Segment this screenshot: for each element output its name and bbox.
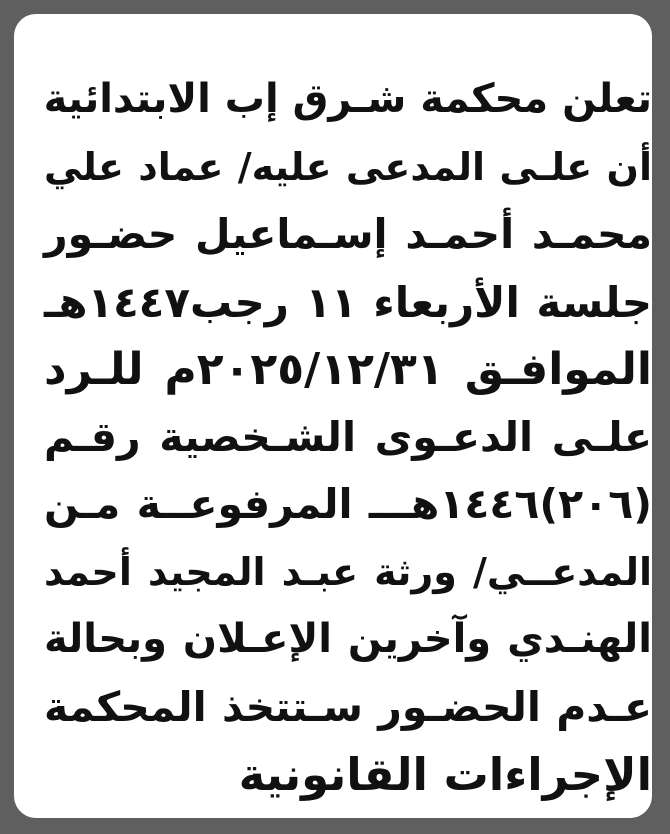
court-notice [44, 66, 652, 809]
notice-line: تعلن محكمة شـرق إب الابتدائية [43, 76, 652, 122]
notice-line: (٢٠٦)١٤٤٦هـــ المرفوعــة مـن [44, 480, 652, 528]
notice-line: أن علـى المدعى عليه/ عماد علي [44, 144, 652, 189]
notice-line: المدعــي/ ورثة عبـد المجيد أحمد [44, 549, 652, 594]
notice-line: عـدم الحضـور سـتتخذ المحكمة [44, 682, 652, 731]
notice-line: الموافـق ٢٠٢٥/١٢/٣١م للـرد [44, 344, 652, 395]
notice-line: علـى الدعـوى الشـخصية رقـم [44, 412, 652, 461]
notice-line: الهنـدي وآخرين الإعـلان وبحالة [44, 616, 652, 662]
notice-card [14, 14, 652, 818]
notice-line: محمـد أحمـد إسـماعيل حضـور [44, 210, 652, 258]
notice-line: جلسة الأربعاء ١١ رجب١٤٤٧هـ [44, 277, 652, 327]
notice-line: الإجراءات القانونية [238, 748, 652, 801]
